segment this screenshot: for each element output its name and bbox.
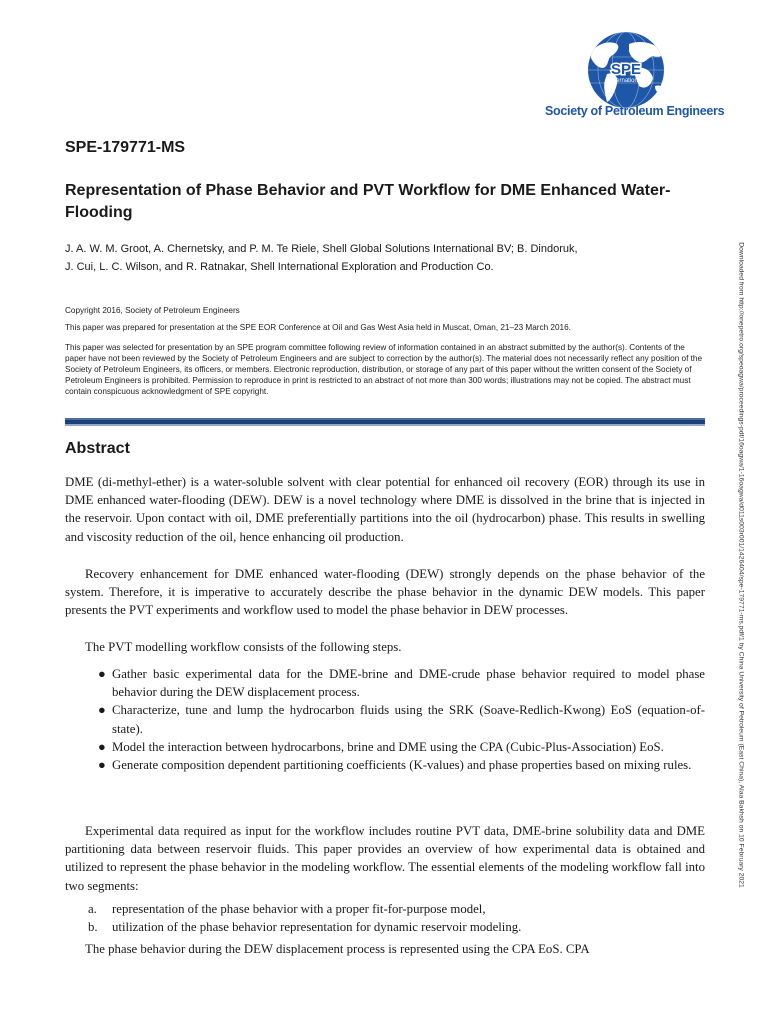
- author-line: J. Cui, L. C. Wilson, and R. Ratnakar, Shell International Exploration and Production Co.: [65, 261, 494, 273]
- logo-mark-text: SPE: [610, 61, 642, 78]
- bullet-icon: ●: [98, 667, 106, 681]
- selection-notice: This paper was selected for presentation by an SPE program committee following review of information contained in an abstract submitted by the author(s). Contents of the paper have not been reviewed by the Society of Petroleum Engineers and are subject to correction by the author(s). The material does not necessarily reflect any position of the Society of Petroleum Engineers, its officers, or members. Electronic reproduction, distribution, or storage of any part of this paper without the written consent of the Society of Petroleum Engineers is prohibited. Permission to reproduce in print is restricted to an abstract of not more than 300 words; illustrations may not be copied. The abstract must contain conspicuous acknowledgment of SPE copyright.: [65, 343, 703, 396]
- spe-logo: [545, 22, 725, 122]
- presentation-notice: This paper was prepared for presentation at the SPE EOR Conference at Oil and Gas West Asia held in Muscat, Oman, 21–23 March 2016.: [65, 323, 571, 332]
- list-item: b. utilization of the phase behavior representation for dynamic reservoir modeling.: [88, 920, 522, 935]
- abstract-paragraph: Experimental data required as input for the workflow includes routine PVT data, DME-brine solubility data and DME partitioning data between reservoir fluids. This paper provides an overview of how experimental data is obtained and utilized to represent the phase behavior in the modeling workflow. The essential elements of the modeling workflow fall into two segments:: [65, 824, 705, 893]
- authors: [65, 240, 705, 276]
- bullet-icon: ●: [98, 758, 106, 773]
- segments-list: [88, 900, 705, 936]
- logo-mark-subtext: International: [609, 78, 643, 84]
- list-item: ● Characterize, tune and lump the hydrocarbon fluids using the SRK (Soave-Redlich-Kwong) EoS (equation-of-state).: [98, 703, 705, 736]
- abstract-paragraph: Recovery enhancement for DME enhanced water-flooding (DEW) strongly depends on the phase behavior of the system. Therefore, it is imperative to accurately describe the phase behavior in the dynamic DEW models. This paper presents the PVT experiments and workflow used to model the phase behavior in DEW processes.: [65, 567, 705, 618]
- list-item: ● Model the interaction between hydrocarbons, brine and DME using the CPA (Cubic-Plus-Association) EoS.: [98, 738, 705, 756]
- paper-title: Representation of Phase Behavior and PVT Workflow for DME Enhanced Water-Flooding: [65, 182, 671, 221]
- abstract-paragraph: The PVT modelling workflow consists of the following steps.: [85, 640, 402, 654]
- abstract-paragraph: DME (di-methyl-ether) is a water-soluble solvent with clear potential for enhanced oil recovery (EOR) through its use in DME enhanced water-flooding (DEW). DEW is a novel technology where DME is dissolved in the brine that is injected in the reservoir. Upon contact with oil, DME preferentially partitions into the oil (hydrocarbon) phase. This results in swelling and viscosity reduction of the oil, hence enhancing oil production.: [65, 475, 705, 544]
- abstract-heading: Abstract: [65, 440, 130, 457]
- paper-id: SPE-179771-MS: [65, 139, 186, 156]
- bullet-icon: ●: [98, 739, 106, 754]
- author-line: J. A. W. M. Groot, A. Chernetsky, and P. M. Te Riele, Shell Global Solutions International BV; B. Dindoruk,: [65, 243, 578, 255]
- list-item: ● Generate composition dependent partitioning coefficients (K-values) and phase properties based on mixing rules.: [98, 756, 705, 774]
- copyright-notice: Copyright 2016, Society of Petroleum Engineers: [65, 306, 240, 315]
- globe-icon: [567, 30, 685, 110]
- society-name: Society of Petroleum Engineers: [545, 104, 725, 118]
- abstract-paragraph: The phase behavior during the DEW displacement process is represented using the CPA EoS. CPA: [85, 942, 590, 956]
- list-item: ● Gather basic experimental data for the DME-brine and DME-crude phase behavior required to model phase behavior during the DEW displacement process.: [98, 667, 705, 700]
- bullet-icon: ●: [98, 703, 106, 718]
- section-divider: [65, 418, 705, 426]
- list-item: a. representation of the phase behavior with a proper fit-for-purpose model,: [88, 902, 486, 916]
- workflow-steps-list: [98, 665, 705, 774]
